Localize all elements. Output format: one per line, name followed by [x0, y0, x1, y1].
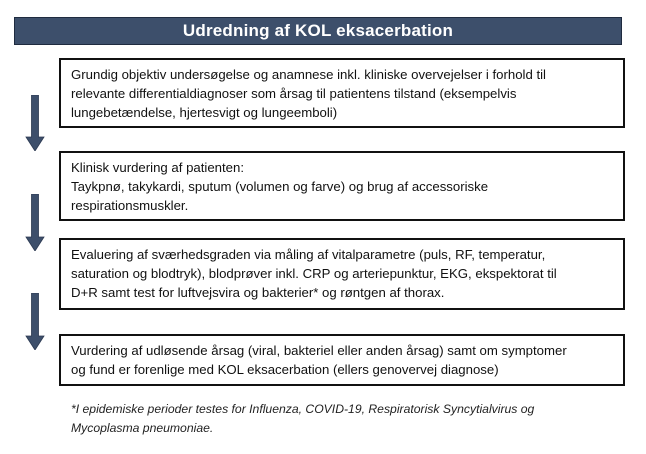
- footnote-line-2: Mycoplasma pneumoniae.: [71, 421, 214, 435]
- arrow-down-icon: [25, 293, 45, 350]
- step-2-line-1: Klinisk vurdering af patienten:: [71, 160, 245, 175]
- step-3-line-2: saturation og blodtryk), blodprøver inkl. CRP og arteriepunktur, EKG, ekspektorat til: [71, 266, 557, 281]
- footnote: [71, 400, 631, 438]
- step-3-line-3: D+R samt test for luftvejsvira og bakterier* og røntgen af thorax.: [71, 285, 445, 300]
- footnote-line-1: *I epidemiske perioder testes for Influenza, COVID-19, Respiratorisk Syncytialvirus og: [71, 402, 535, 416]
- step-4-line-2: og fund er forenlige med KOL eksacerbation (ellers genovervej diagnose): [71, 362, 499, 377]
- step-4-line-1: Vurdering af udløsende årsag (viral, bakteriel eller anden årsag) samt om symptomer: [71, 343, 567, 358]
- step-3-line-1: Evaluering af sværhedsgraden via måling af vitalparametre (puls, RF, temperatur,: [71, 247, 546, 262]
- step-box-3: [59, 238, 625, 310]
- step-box-4: [59, 334, 625, 386]
- diagram-title: Udredning af KOL eksacerbation: [14, 17, 622, 45]
- step-box-2: [59, 151, 625, 221]
- step-2-line-3: respirationsmuskler.: [71, 198, 189, 213]
- step-2-line-2: Taykpnø, takykardi, sputum (volumen og farve) og brug af accessoriske: [71, 179, 489, 194]
- arrow-down-icon: [25, 95, 45, 151]
- step-box-1: [59, 58, 625, 128]
- step-1-line-3: lungebetændelse, hjertesvigt og lungeemboli): [71, 105, 338, 120]
- step-1-line-2: relevante differentialdiagnoser som årsag til patientens tilstand (eksempelvis: [71, 86, 517, 101]
- step-1-line-1: Grundig objektiv undersøgelse og anamnese inkl. kliniske overvejelser i forhold til: [71, 67, 546, 82]
- arrow-down-icon: [25, 194, 45, 251]
